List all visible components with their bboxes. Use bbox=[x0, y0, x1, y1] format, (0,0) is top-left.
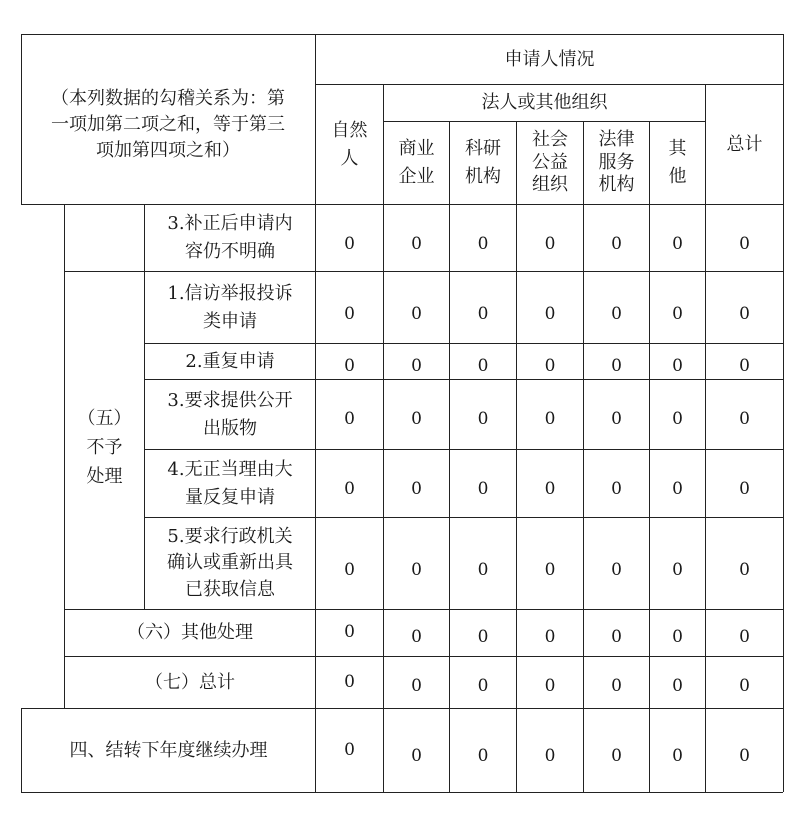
row-label: （七）总计 bbox=[145, 671, 235, 693]
value-cell: 0 bbox=[344, 739, 355, 760]
value-cell: 0 bbox=[344, 304, 355, 325]
value-cell: 0 bbox=[739, 560, 750, 581]
value-cell: 0 bbox=[344, 355, 355, 376]
value-cell: 0 bbox=[544, 234, 556, 255]
value-cell: 0 bbox=[411, 626, 422, 647]
value-cell: 0 bbox=[477, 676, 489, 697]
row-label: 4.无正当理由大 量反复申请 bbox=[167, 458, 293, 508]
value-cell: 0 bbox=[672, 626, 683, 647]
header-total: 总计 bbox=[726, 133, 763, 155]
value-cell: 0 bbox=[611, 676, 622, 697]
value-cell: 0 bbox=[477, 304, 489, 325]
value-cell: 0 bbox=[411, 304, 422, 325]
value-cell: 0 bbox=[477, 560, 489, 581]
row-label: 2.重复申请 bbox=[185, 350, 275, 372]
value-cell: 0 bbox=[739, 479, 750, 500]
value-cell: 0 bbox=[544, 560, 556, 581]
header-commercial: 商业 企业 bbox=[398, 138, 435, 187]
header-note-line: 一项加第二项之和，等于第三 bbox=[51, 113, 285, 135]
value-cell: 0 bbox=[739, 676, 750, 697]
value-cell: 0 bbox=[611, 560, 622, 581]
value-cell: 0 bbox=[611, 479, 622, 500]
value-cell: 0 bbox=[477, 626, 489, 647]
value-cell: 0 bbox=[344, 479, 355, 500]
row-label: 四、结转下年度继续办理 bbox=[69, 739, 268, 761]
value-cell: 0 bbox=[672, 355, 683, 376]
value-cell: 0 bbox=[544, 626, 556, 647]
header-note bbox=[22, 80, 314, 170]
value-cell: 0 bbox=[411, 479, 422, 500]
value-cell: 0 bbox=[544, 304, 556, 325]
value-cell: 0 bbox=[344, 234, 355, 255]
header-social: 社会 公益 组织 bbox=[532, 129, 568, 196]
value-cell: 0 bbox=[344, 409, 355, 430]
row-label: （六）其他处理 bbox=[127, 622, 253, 644]
row-label: 3.补正后申请内 容仍不明确 bbox=[167, 213, 293, 262]
value-cell: 0 bbox=[411, 745, 422, 766]
value-cell: 0 bbox=[411, 409, 422, 430]
value-cell: 0 bbox=[739, 355, 750, 376]
header-legal-service: 法律 服务 机构 bbox=[598, 129, 635, 196]
value-cell: 0 bbox=[411, 355, 422, 376]
row-label: 5.要求行政机关 确认或重新出具 已获取信息 bbox=[167, 526, 293, 600]
value-cell: 0 bbox=[611, 409, 622, 430]
value-cell: 0 bbox=[477, 745, 489, 766]
header-applicant-status: 申请人情况 bbox=[504, 48, 595, 70]
value-cell: 0 bbox=[544, 409, 556, 430]
group5-label: （五） 不予 处理 bbox=[77, 408, 132, 487]
value-cell: 0 bbox=[611, 355, 622, 376]
value-cell: 0 bbox=[739, 304, 750, 325]
value-cell: 0 bbox=[411, 676, 422, 697]
value-cell: 0 bbox=[611, 234, 622, 255]
value-cell: 0 bbox=[544, 676, 556, 697]
value-cell: 0 bbox=[672, 479, 683, 500]
value-cell: 0 bbox=[344, 671, 355, 692]
row-label: 1.信访举报投诉 类申请 bbox=[167, 282, 293, 332]
row-label: 3.要求提供公开 出版物 bbox=[167, 389, 293, 439]
value-cell: 0 bbox=[411, 560, 422, 581]
value-cell: 0 bbox=[477, 479, 489, 500]
value-cell: 0 bbox=[344, 622, 355, 643]
header-note-line: （本列数据的勾稽关系为：第 bbox=[51, 87, 285, 109]
header-research: 科研 机构 bbox=[465, 138, 501, 187]
value-cell: 0 bbox=[672, 745, 683, 766]
value-cell: 0 bbox=[544, 479, 556, 500]
value-cell: 0 bbox=[739, 626, 750, 647]
header-note-line: 项加第四项之和） bbox=[96, 140, 240, 162]
value-cell: 0 bbox=[672, 676, 683, 697]
header-other: 其 他 bbox=[668, 138, 687, 187]
value-cell: 0 bbox=[672, 560, 683, 581]
value-cell: 0 bbox=[544, 355, 556, 376]
value-cell: 0 bbox=[739, 745, 750, 766]
value-cell: 0 bbox=[477, 355, 489, 376]
value-cell: 0 bbox=[477, 234, 489, 255]
value-cell: 0 bbox=[544, 745, 556, 766]
value-cell: 0 bbox=[611, 745, 622, 766]
header-natural-person: 自然 人 bbox=[331, 119, 368, 169]
value-cell: 0 bbox=[739, 234, 750, 255]
value-cell: 0 bbox=[611, 304, 622, 325]
value-cell: 0 bbox=[672, 409, 683, 430]
value-cell: 0 bbox=[611, 626, 622, 647]
value-cell: 0 bbox=[672, 234, 683, 255]
header-legal-group: 法人或其他组织 bbox=[481, 92, 608, 114]
value-cell: 0 bbox=[477, 409, 489, 430]
value-cell: 0 bbox=[411, 234, 422, 255]
value-cell: 0 bbox=[739, 409, 750, 430]
value-cell: 0 bbox=[344, 560, 355, 581]
value-cell: 0 bbox=[672, 304, 683, 325]
